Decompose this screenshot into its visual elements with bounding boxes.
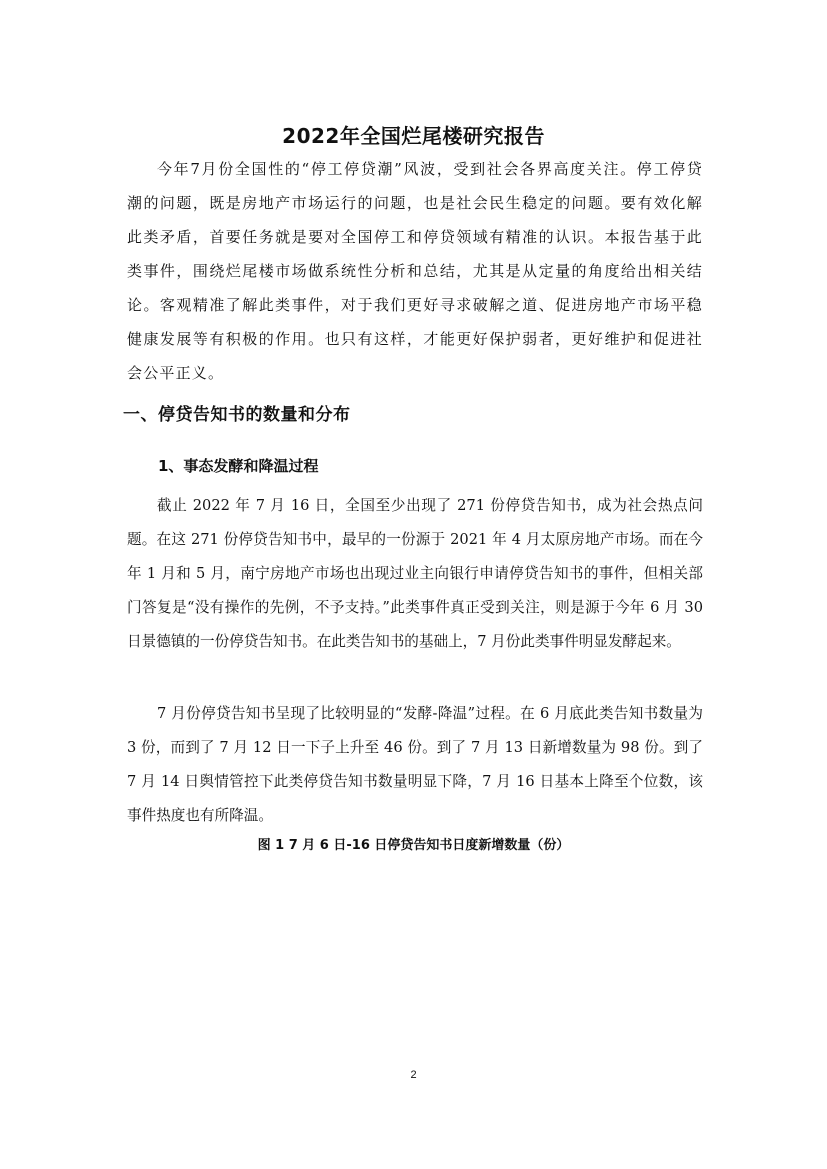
figure-caption: 图 1 7 月 6 日-16 日停贷告知书日度新增数量（份） <box>257 838 570 853</box>
body-paragraph-2: 7 月份停贷告知书呈现了比较明显的“发酵-降温”过程。在 6 月底此类告知书数量为 3 份，而到了 7 月 12 日一下子上升至 46 份。到了 7 月 13 日新增数量为 98 份。到了 7 月 14 日舆情管控下此类停贷告知书数量明显下降，7 月 16 日基本上降至个位数，该事件热度也有所降温。 <box>127 705 703 824</box>
report-title: 2022年全国烂尾楼研究报告 <box>282 124 545 149</box>
section-heading: 一、停贷告知书的数量和分布 <box>123 405 351 425</box>
body-paragraph-1: 截止 2022 年 7 月 16 日，全国至少出现了 271 份停贷告知书，成为社会热点问题。在这 271 份停贷告知书中，最早的一份源于 2021 年 4 月太原房地产市场。而在今年 1 月和 5 月，南宁房地产市场也出现过业主向银行申请停贷告知书的事件，但相关部门答复是“没有操作的先例，不予支持。”此类事件真正受到关注，则是源于今年 6 月 30 日景德镇的一份停贷告知书。在此类告知书的基础上，7 月份此类事件明显发酵起来。 <box>127 497 703 650</box>
page-number: 2 <box>410 1069 417 1081</box>
intro-paragraph: 今年7月份全国性的“停工停贷潮”风波，受到社会各界高度关注。停工停贷潮的问题，既是房地产市场运行的问题，也是社会民生稳定的问题。要有效化解此类矛盾，首要任务就是要对全国停工和停贷领域有精准的认识。本报告基于此类事件，围绕烂尾楼市场做系统性分析和总结，尤其是从定量的角度给出相关结论。客观精准了解此类事件，对于我们更好寻求破解之道、促进房地产市场平稳健康发展等有积极的作用。也只有这样，才能更好保护弱者，更好维护和促进社会公平正义。 <box>127 160 703 382</box>
figure-placeholder <box>127 865 703 1045</box>
subsection-heading: 1、事态发酵和降温过程 <box>158 457 319 475</box>
